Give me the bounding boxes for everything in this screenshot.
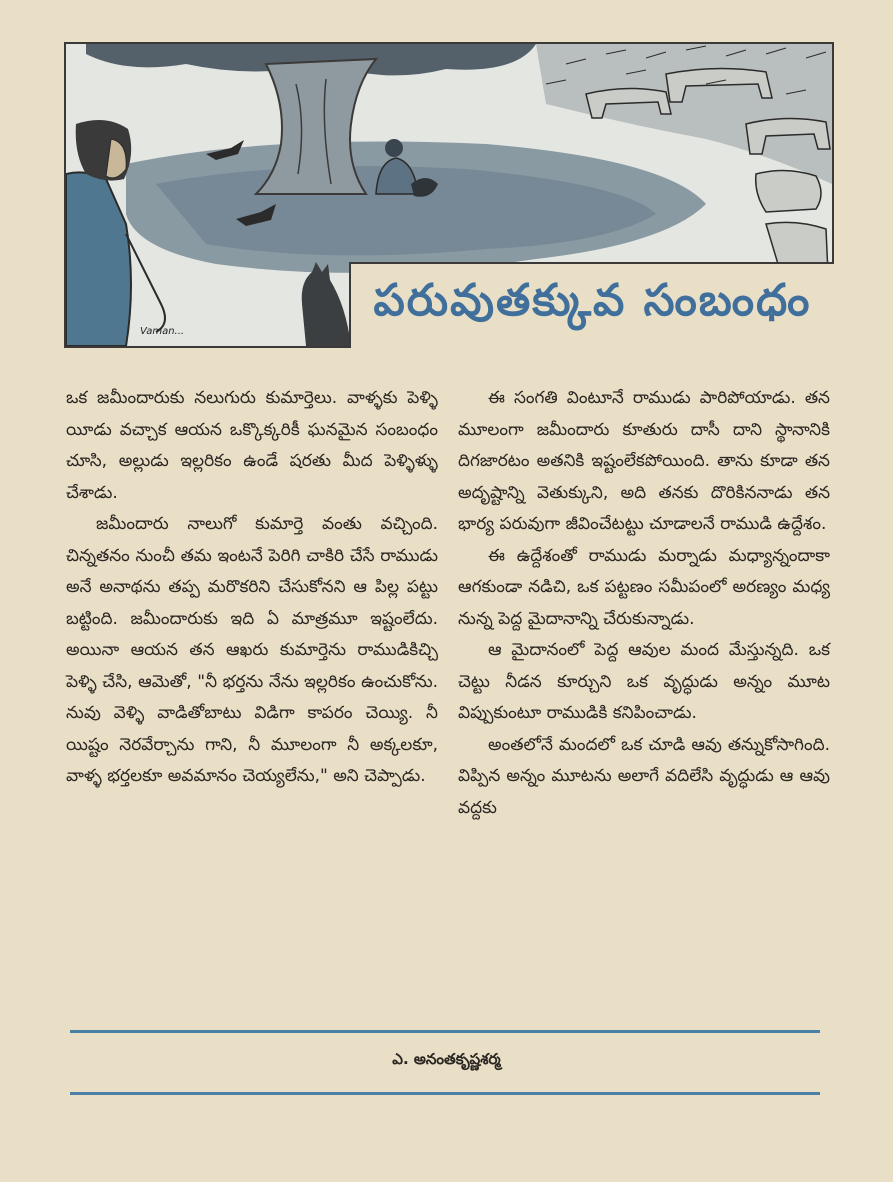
- paragraph: జమీందారు నాలుగో కుమార్తె వంతు వచ్చింది. చిన్నతనం నుంచీ తమ ఇంటనే పెరిగి చాకిరి చేసే రాముడు అనే అనాథను తప్ప మరొకరిని చేసుకోనని ఆ పిల్ల పట్టు బట్టింది. జమీందారుకు ఇది ఏ మాత్రమూ ఇష్టంలేదు. అయినా ఆయన తన ఆఖరు కుమార్తెను రాముడికిచ్చి పెళ్ళి చేసి, ఆమెతో, "నీ భర్తను నేను ఇల్లరికం ఉంచుకోను. నువు వెళ్ళి వాడితోబాటు విడిగా కాపరం చెయ్యి. నీ యిష్టం నెరవేర్చాను గాని, నీ మూలంగా నీ అక్కలకూ, వాళ్ళ భర్తలకూ అవమానం చెయ్యలేను," అని చెప్పాడు.: [66, 514, 438, 786]
- paragraph: అంతలోనే మందలో ఒక చూడి ఆవు తన్నుకోసాగింది. విప్పిన అన్నం మూటను అలాగే వదిలేసి వృద్ధుడు ఆ ఆవు వద్దకు: [458, 734, 830, 818]
- paragraph: ఒక జమీందారుకు నలుగురు కుమార్తెలు. వాళ్ళకు పెళ్ళి యీడు వచ్చాక ఆయన ఒక్కొక్కరికీ ఘనమైన సంబంధం చూసి, అల్లుడు ఇల్లరికం ఉండే షరతు మీద పెళ్ళిళ్ళు చేశాడు.: [66, 388, 438, 503]
- title-box: [349, 262, 834, 348]
- paragraph: ఈ సంగతి వింటూనే రాముడు పారిపోయాడు. తన మూలంగా జమీందారు కూతురు దాసీ దాని స్థానానికి దిగజారటం అతనికి ఇష్టంలేకపోయింది. తాను కూడా తన అదృష్టాన్ని వెతుక్కుని, అది తనకు దొరికిననాడు తన భార్య పరువుగా జీవించేటట్టు చూడాలనే రాముడి ఉద్దేశం.: [458, 388, 830, 534]
- author-name: ఎ. అనంతకృష్ణశర్మ: [392, 1050, 501, 1068]
- divider-top: [70, 1030, 820, 1033]
- paragraph: ఆ మైదానంలో పెద్ద ఆవుల మంద మేస్తున్నది. ఒక చెట్టు నీడన కూర్చుని ఒక వృద్ధుడు అన్నం మూట విప్పుకుంటూ రాముడికి కనిపించాడు.: [458, 640, 830, 723]
- left-column: [66, 383, 438, 793]
- paragraph: ఈ ఉద్దేశంతో రాముడు మర్నాడు మధ్యాన్నందాకా ఆగకుండా నడిచి, ఒక పట్టణం సమీపంలో అరణ్యం మధ్య నున్న పెద్ద మైదానాన్ని చేరుకున్నాడు.: [458, 545, 830, 629]
- artist-signature: Vaman...: [140, 326, 185, 337]
- story-title: పరువుతక్కువ సంబంధం: [373, 275, 812, 326]
- right-column: [458, 383, 830, 824]
- divider-bottom: [70, 1092, 820, 1095]
